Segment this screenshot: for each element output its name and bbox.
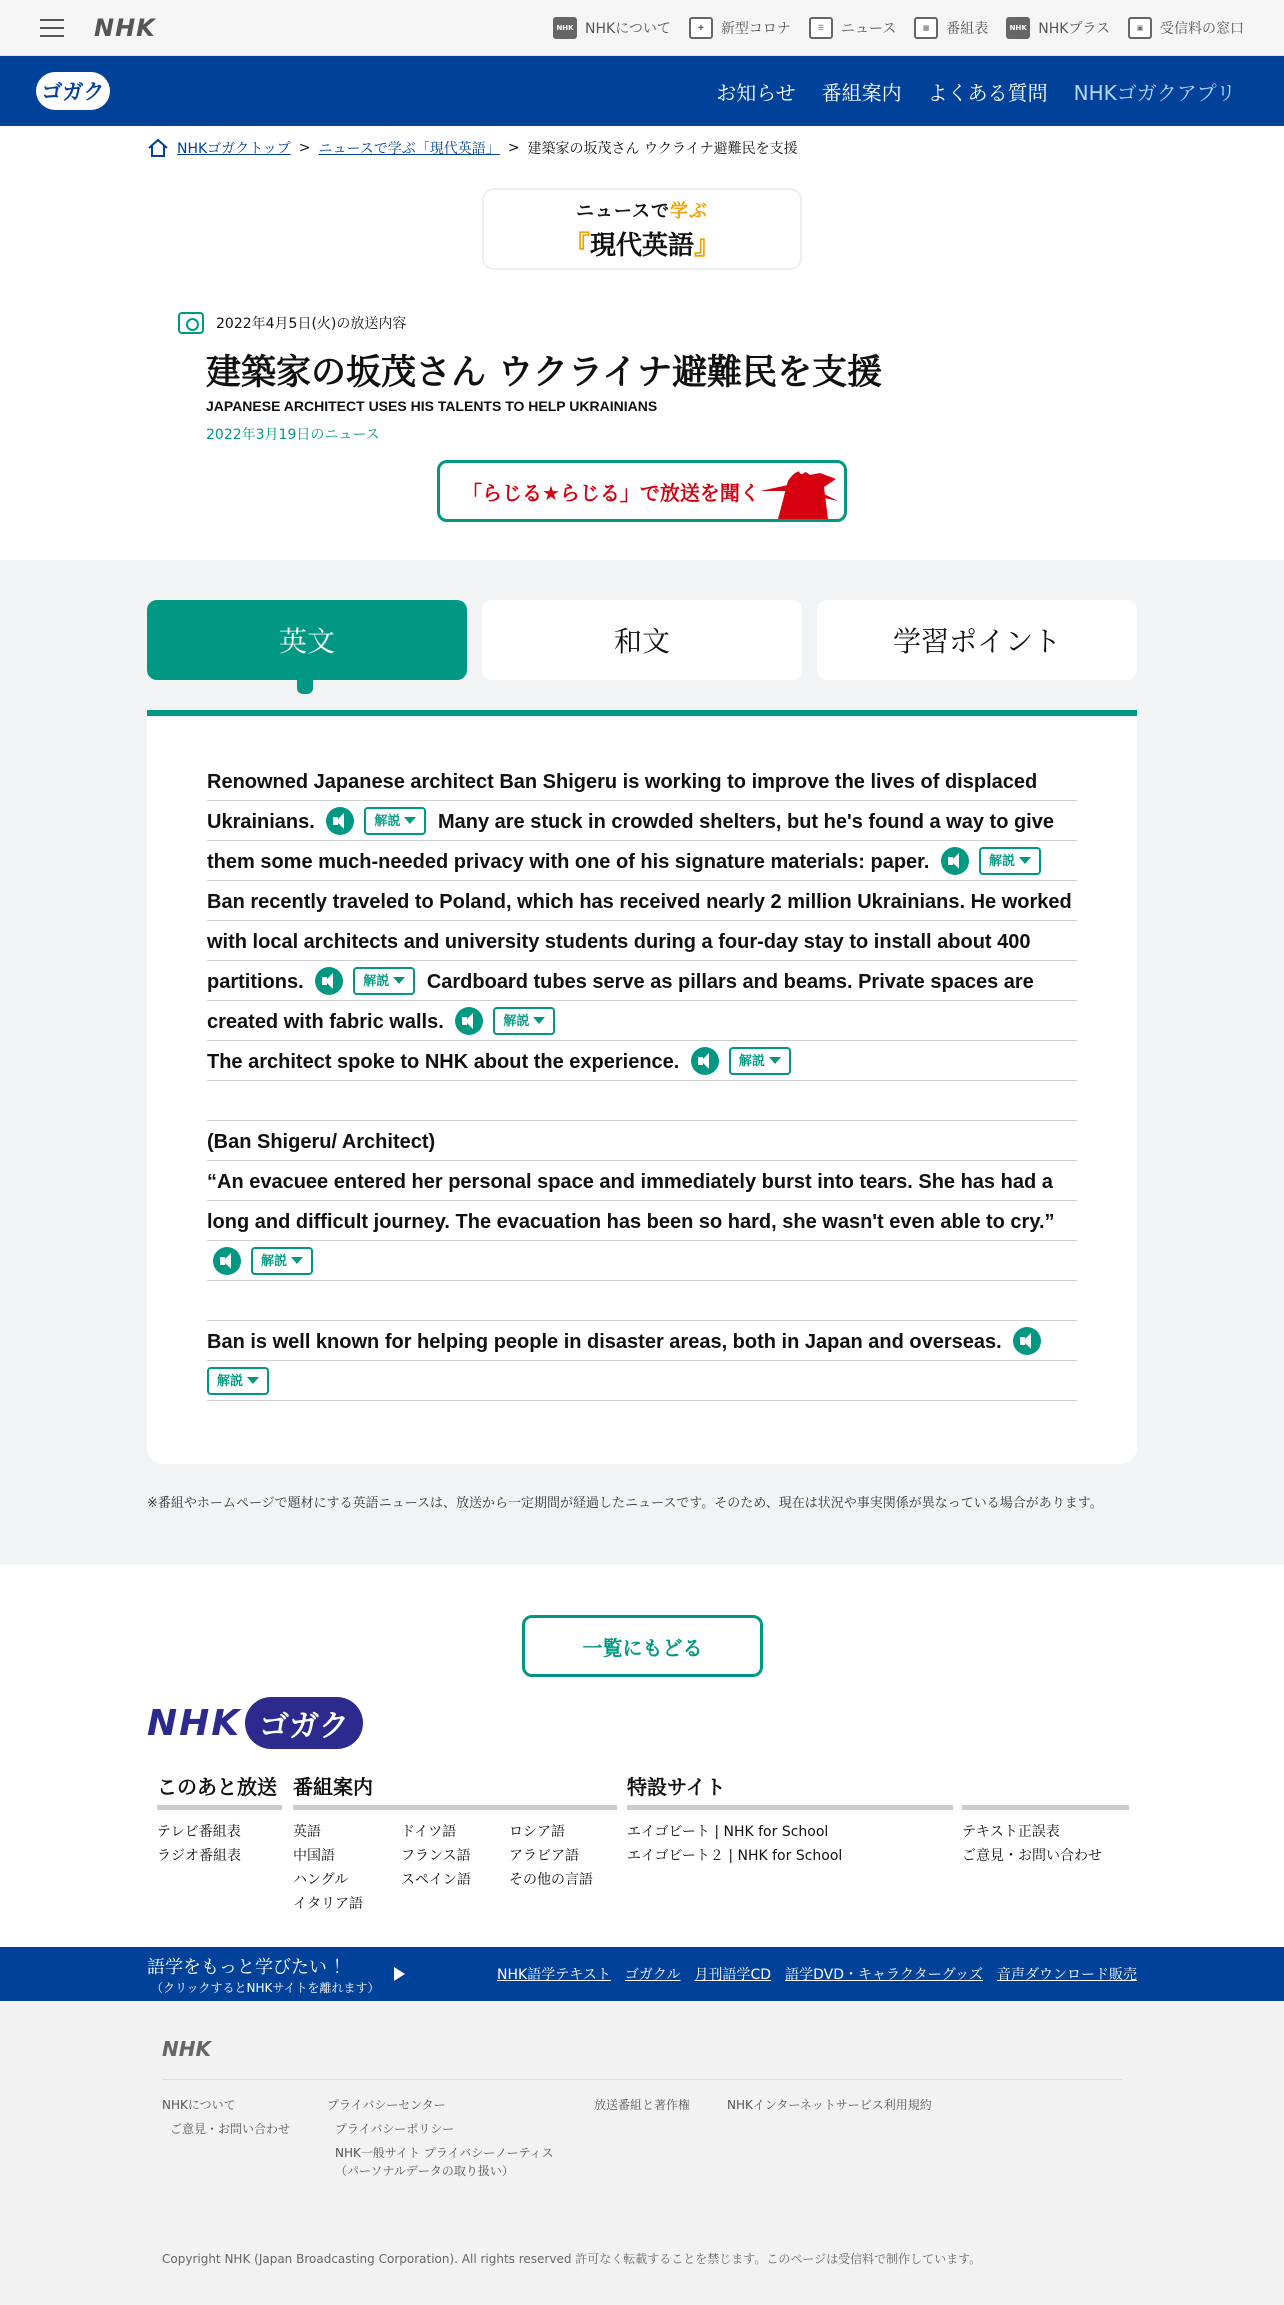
nav-link-app[interactable]: NHKゴガクアプリ <box>1073 80 1236 105</box>
copyright: Copyright NHK (Japan Broadcasting Corporation). All rights reserved 許可なく転載することを禁じます。このページは受信料で制作しています。 <box>162 2252 982 2266</box>
audio-play-icon[interactable] <box>326 807 354 835</box>
audio-play-icon[interactable] <box>691 1047 719 1075</box>
footer-link[interactable]: テレビ番組表 <box>157 1824 241 1840</box>
footer-program-list <box>293 1820 617 1916</box>
external-link-dvd[interactable]: 語学DVD・キャラクターグッズ <box>785 1967 983 1983</box>
program-logo-line2 <box>564 225 720 262</box>
external-links <box>497 1964 1137 1984</box>
main-nav <box>0 56 1284 126</box>
program-logo-bracket: 『 <box>563 230 590 261</box>
explain-button[interactable] <box>729 1047 791 1075</box>
footer-bottom-col-1 <box>162 2093 290 2141</box>
external-link-gogakuru[interactable]: ゴガクル <box>624 1967 681 1983</box>
speaker-label: (Ban Shigeru/ Architect) <box>207 1131 436 1153</box>
footer-bottom-link[interactable]: プライバシーポリシー <box>335 2122 455 2136</box>
audio-play-icon[interactable] <box>455 1007 483 1035</box>
nav-link-faq[interactable]: よくある質問 <box>927 80 1048 105</box>
footer-nhk-logo[interactable]: NHK <box>162 2037 211 2061</box>
explain-button[interactable] <box>493 1007 555 1035</box>
footer-col-programs <box>293 1775 617 1916</box>
top-link-program-table[interactable] <box>914 17 988 39</box>
explain-label: 解説 <box>503 1013 530 1029</box>
top-link-label: ニュース <box>840 20 897 37</box>
tab-english[interactable]: 英文 <box>147 600 467 680</box>
explain-button[interactable] <box>353 967 415 995</box>
sentence: Cardboard tubes serve as pillars and beams. Private spaces are created with fabric walls. <box>207 971 1034 1033</box>
footer-link[interactable]: エイゴビート | NHK for School <box>627 1824 829 1840</box>
explain-button[interactable] <box>364 807 426 835</box>
privacy-notice-line: NHK一般サイト プライバシーノーティス <box>335 2146 554 2160</box>
explain-label: 解説 <box>217 1373 244 1389</box>
breadcrumb <box>147 138 798 158</box>
external-link-download[interactable]: 音声ダウンロード販売 <box>997 1967 1137 1983</box>
program-logo-text: ニュースで <box>575 200 671 222</box>
breadcrumb-home[interactable]: NHKゴガクトップ <box>177 141 291 157</box>
tab-japanese[interactable]: 和文 <box>482 600 802 680</box>
chevron-down-icon <box>393 977 405 984</box>
footer-link[interactable]: ドイツ語 <box>401 1824 457 1840</box>
chevron-down-icon <box>1019 857 1031 864</box>
sentence: Renowned Japanese architect Ban Shigeru is working to improve the lives of displaced Ukrainians. <box>207 771 1038 833</box>
program-logo-name: 現代英語 <box>589 230 694 261</box>
footer-link[interactable]: ハングル <box>293 1872 349 1888</box>
top-bar <box>0 0 1284 56</box>
explain-label: 解説 <box>988 853 1015 869</box>
footer-col-special <box>627 1775 953 1868</box>
audio-play-icon[interactable] <box>213 1247 241 1275</box>
top-link-news[interactable] <box>809 17 896 39</box>
breadcrumb-current: 建築家の坂茂さん ウクライナ避難民を支援 <box>527 141 798 157</box>
radio-character-icon <box>758 461 838 519</box>
sentence: Ban recently traveled to Poland, which has received nearly 2 million Ukrainians. He worked with local architects and university students during a four-day stay to install about 400 partitions. <box>207 891 1072 993</box>
home-icon <box>147 138 169 158</box>
program-logo-bracket: 』 <box>694 230 721 261</box>
external-links-bar <box>0 1947 1284 2001</box>
explain-label: 解説 <box>261 1253 288 1269</box>
footer-heading: このあと放送 <box>157 1775 282 1810</box>
privacy-notice-line: （パーソナルデータの取り扱い） <box>335 2164 514 2178</box>
footer-link[interactable]: イタリア語 <box>293 1896 363 1912</box>
program-logo-line1 <box>576 197 708 223</box>
article-paragraph <box>207 762 1077 1402</box>
audio-play-icon[interactable] <box>315 967 343 995</box>
footer-link[interactable]: ご意見・お問い合わせ <box>962 1848 1102 1864</box>
footer-bottom-col-4 <box>727 2093 932 2117</box>
nhkplus-icon: NHK <box>1006 17 1030 39</box>
explain-label: 解説 <box>363 973 390 989</box>
footer-bottom-col-2 <box>327 2093 554 2180</box>
breadcrumb-separator: > <box>507 140 520 156</box>
explain-label: 解説 <box>374 813 401 829</box>
article-body <box>147 710 1137 1464</box>
footer-divider <box>162 2079 1122 2080</box>
chevron-down-icon <box>533 1017 545 1024</box>
external-link-text[interactable]: NHK語学テキスト <box>497 1967 611 1983</box>
fee-icon: ▣ <box>1128 17 1152 39</box>
top-link-nhkplus[interactable] <box>1006 17 1110 39</box>
top-link-label: NHKについて <box>585 20 671 37</box>
program-logo <box>482 188 802 270</box>
footer-heading <box>962 1775 1129 1810</box>
learn-more-link[interactable] <box>147 1953 405 1996</box>
footer-link[interactable]: ラジオ番組表 <box>157 1848 241 1864</box>
content-section <box>0 560 1284 1565</box>
nav-link-programs[interactable]: 番組案内 <box>821 80 902 105</box>
air-date <box>178 312 406 334</box>
footer-col-after <box>157 1775 282 1868</box>
sentence: The architect spoke to NHK about the experience. <box>207 1051 680 1073</box>
footer-bottom-link[interactable]: ご意見・お問い合わせ <box>170 2122 291 2136</box>
blank-line <box>207 1082 1077 1122</box>
top-links <box>553 17 1244 39</box>
learn-more-title: 語学をもっと学びたい ！ <box>147 1956 351 1978</box>
footer-link[interactable]: 中国語 <box>293 1848 335 1864</box>
chevron-down-icon <box>404 817 416 824</box>
footer-logo-gogaku: ゴガク <box>245 1697 363 1749</box>
nhk-logo[interactable]: NHK <box>94 13 156 42</box>
chevron-down-icon <box>247 1377 259 1384</box>
footer-bottom-col-3 <box>594 2093 690 2117</box>
menu-icon[interactable] <box>40 19 64 37</box>
top-link-label: 番組表 <box>946 20 989 37</box>
learn-more-sub: （クリックするとNHKサイトを離れます） <box>151 1980 380 1995</box>
corona-icon: ✚ <box>689 17 713 39</box>
footer-heading: 番組案内 <box>293 1775 617 1810</box>
footer-link[interactable]: その他の言語 <box>509 1872 593 1888</box>
gogaku-logo[interactable]: ゴガク <box>36 72 110 110</box>
blank-line <box>207 1282 1077 1322</box>
footer-bottom-link[interactable]: プライバシーセンター <box>327 2098 446 2112</box>
audio-play-icon[interactable] <box>1013 1327 1041 1355</box>
footer-heading: 特設サイト <box>627 1775 953 1810</box>
sentence: Many are stuck in crowded shelters, but he's found a way to give them some much-needed privacy with one of his signature materials: paper. <box>207 811 1054 873</box>
top-link-fee[interactable] <box>1128 17 1244 39</box>
footer-bottom-link[interactable]: NHKインターネットサービス利用規約 <box>727 2098 932 2112</box>
top-link-label: 受信料の窓口 <box>1160 20 1244 37</box>
footer-link[interactable]: アラビア語 <box>509 1848 579 1864</box>
radio-icon <box>178 312 204 334</box>
tab-learning-points[interactable]: 学習ポイント <box>817 600 1137 680</box>
chevron-down-icon <box>291 1257 303 1264</box>
footer-link[interactable]: フランス語 <box>401 1848 471 1864</box>
arrow-right-icon <box>394 1967 405 1981</box>
nav-link-news[interactable]: お知らせ <box>716 80 796 105</box>
english-title: JAPANESE ARCHITECT USES HIS TALENTS TO HELP UKRAINIANS <box>206 398 658 414</box>
audio-play-icon[interactable] <box>941 847 969 875</box>
top-link-corona[interactable] <box>689 17 791 39</box>
explain-button[interactable] <box>207 1367 269 1395</box>
external-link-cd[interactable]: 月刊語学CD <box>694 1967 772 1983</box>
explain-label: 解説 <box>738 1053 765 1069</box>
privacy-notice-link[interactable] <box>327 2144 554 2180</box>
learn-more-text <box>147 1953 380 1996</box>
news-icon: ☰ <box>809 17 833 39</box>
nav-links <box>716 77 1236 106</box>
program-logo-accent: 学ぶ <box>670 200 709 222</box>
breadcrumb-separator: > <box>298 140 311 156</box>
sentence: Ban is well known for helping people in disaster areas, both in Japan and overseas. <box>207 1331 1002 1353</box>
explain-button[interactable] <box>251 1247 313 1275</box>
breadcrumb-program[interactable]: ニュースで学ぶ「現代英語」 <box>318 141 500 157</box>
program-table-icon: ▦ <box>914 17 938 39</box>
top-link-label: NHKプラス <box>1038 20 1110 37</box>
footer-link[interactable]: テキスト正誤表 <box>962 1824 1060 1840</box>
footer-link[interactable]: エイゴビート２ | NHK for School <box>627 1848 843 1864</box>
top-bar-left <box>40 14 156 42</box>
top-link-label: 新型コロナ <box>720 20 791 37</box>
quote: “An evacuee entered her personal space and immediately burst into tears. She has had a long and difficult journey. The evacuation has been so hard, she wasn't even able to cry.” <box>207 1171 1055 1233</box>
tab-bar <box>147 600 1137 680</box>
explain-button[interactable] <box>979 847 1041 875</box>
footer-col-other <box>962 1775 1129 1868</box>
disclaimer-note: ※番組やホームページで題材にする英語ニュースは、放送から一定期間が経過したニュースです。そのため、現在は状況や事実関係が異なっている場合があります。 <box>147 1496 1103 1511</box>
footer-link[interactable]: ロシア語 <box>509 1824 565 1840</box>
top-link-about[interactable] <box>553 17 671 39</box>
footer-link[interactable]: 英語 <box>293 1824 321 1840</box>
footer-link[interactable]: スペイン語 <box>401 1872 471 1888</box>
listen-radio-button[interactable] <box>437 460 847 522</box>
chevron-down-icon <box>769 1057 781 1064</box>
air-date-text: 2022年4月5日(火)の放送内容 <box>216 316 407 332</box>
listen-radio-label: 「らじる★らじる」で放送を聞く <box>462 480 760 505</box>
footer-bottom-link[interactable]: NHKについて <box>162 2098 236 2112</box>
nhk-icon: NHK <box>553 17 577 39</box>
back-to-list-button[interactable]: 一覧にもどる <box>522 1615 763 1677</box>
news-date: 2022年3月19日のニュース <box>206 427 380 443</box>
page-title: 建築家の坂茂さん ウクライナ避難民を支援 <box>206 353 883 393</box>
footer-bottom-link[interactable]: 放送番組と著作権 <box>594 2098 691 2112</box>
footer-logo-nhk: NHK <box>147 1702 242 1744</box>
footer-logo[interactable] <box>147 1697 363 1749</box>
